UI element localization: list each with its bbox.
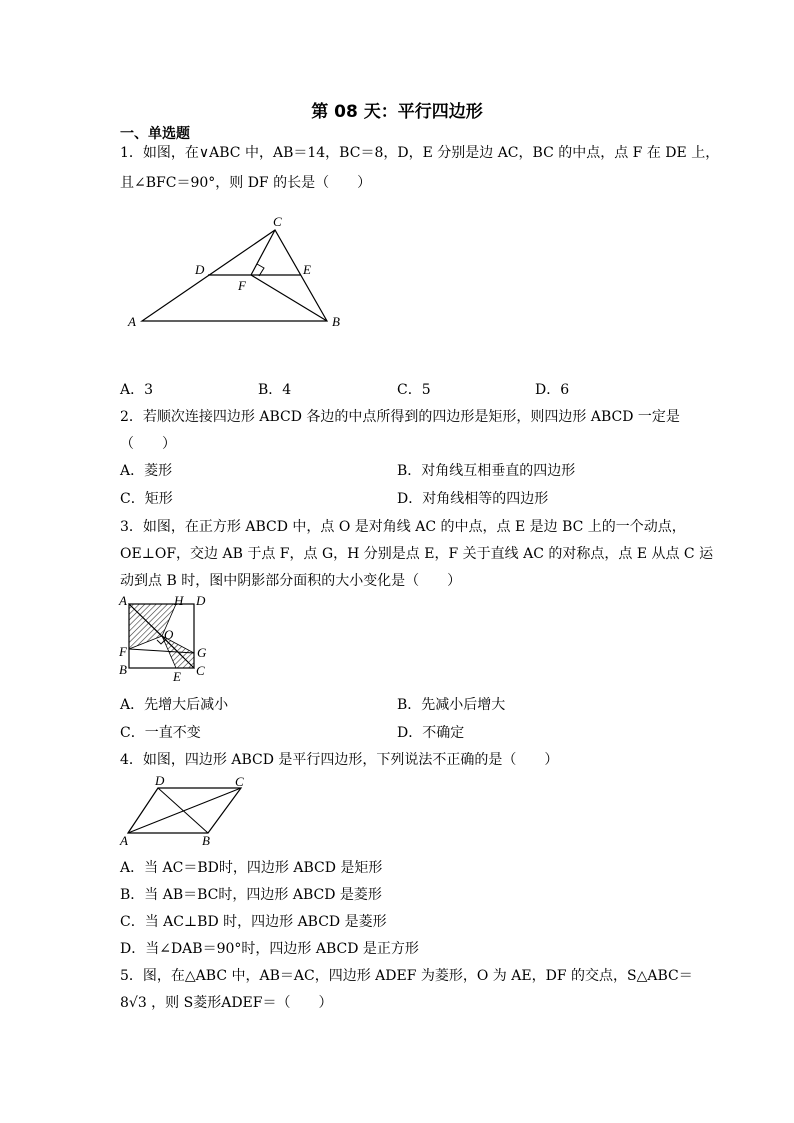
q3-option-c[interactable]: C．一直不变 — [120, 725, 201, 741]
q1-text-line2: 且∠BFC＝90°，则 DF 的长是（ ） — [120, 175, 372, 191]
q3-option-b[interactable]: B．先减小后增大 — [397, 697, 506, 713]
q1-option-c[interactable]: C．5 — [397, 382, 431, 398]
label-F: F — [238, 278, 246, 293]
q2-option-b[interactable]: B．对角线互相垂直的四边形 — [397, 463, 576, 479]
q1-option-b[interactable]: B．4 — [258, 382, 292, 398]
q2-option-d[interactable]: D．对角线相等的四边形 — [397, 491, 549, 507]
page-title: 第 08 天：平行四边形 — [311, 102, 483, 122]
q4-text-line1: 4．如图，四边形 ABCD 是平行四边形，下列说法不正确的是（ ） — [120, 752, 559, 768]
q3-text-line2: OE⊥OF，交边 AB 于点 F，点 G，H 分别是点 E，F 关于直线 AC 的对称点，点 E 从点 C 运 — [120, 546, 714, 562]
label-A: A — [128, 314, 136, 329]
q1-option-d[interactable]: D．6 — [535, 382, 570, 398]
label-E: E — [303, 262, 311, 277]
label-D: D — [196, 593, 206, 608]
label-C: C — [235, 774, 244, 789]
label-D: D — [195, 262, 205, 277]
q3-text-line1: 3．如图，在正方形 ABCD 中，点 O 是对角线 AC 的中点，点 E 是边 BC 上的一个动点， — [120, 519, 686, 535]
q2-text-line2: （ ） — [120, 436, 176, 452]
label-O: O — [164, 627, 174, 642]
q1-option-a[interactable]: A．3 — [120, 382, 154, 398]
label-D: D — [155, 773, 165, 788]
label-E: E — [173, 669, 181, 684]
label-A: A — [120, 833, 128, 848]
label-B: B — [119, 662, 127, 677]
q3-option-a[interactable]: A．先增大后减小 — [120, 697, 229, 713]
q4-option-c[interactable]: C．当 AC⊥BD 时，四边形 ABCD 是菱形 — [120, 914, 387, 930]
q4-parallelogram-figure — [116, 773, 251, 848]
q4-option-d[interactable]: D．当∠DAB＝90°时，四边形 ABCD 是正方形 — [120, 941, 419, 957]
label-H: H — [174, 593, 184, 608]
label-C: C — [273, 214, 282, 229]
label-B: B — [202, 833, 210, 848]
q2-text-line1: 2．若顺次连接四边形 ABCD 各边的中点所得到的四边形是矩形，则四边形 ABCD 一定是 — [120, 409, 680, 425]
q1-triangle-figure — [120, 210, 360, 335]
label-A: A — [119, 593, 127, 608]
q5-text-line2: 8√3 ，则 S菱形ADEF＝（ ） — [120, 995, 333, 1011]
label-G: G — [197, 645, 207, 660]
q1-text-line1: 1．如图，在∨ABC 中，AB＝14，BC＝8，D，E 分别是边 AC，BC 的中点，点 F 在 DE 上， — [120, 145, 720, 161]
q4-option-b[interactable]: B．当 AB＝BC时，四边形 ABCD 是菱形 — [120, 887, 382, 903]
q5-text-line1: 5．图，在△ABC 中，AB＝AC，四边形 ADEF 为菱形，O 为 AE，DF 的交点，S△ABC＝ — [120, 968, 693, 984]
q2-option-c[interactable]: C．矩形 — [120, 491, 173, 507]
q3-option-d[interactable]: D．不确定 — [397, 725, 465, 741]
q3-square-figure — [116, 593, 211, 685]
label-B: B — [332, 314, 340, 329]
q2-option-a[interactable]: A．菱形 — [120, 463, 173, 479]
q4-option-a[interactable]: A．当 AC＝BD时，四边形 ABCD 是矩形 — [120, 860, 383, 876]
q3-text-line3: 动到点 B 时，图中阴影部分面积的大小变化是（ ） — [120, 573, 462, 589]
label-C: C — [196, 663, 205, 678]
section-heading: 一、单选题 — [120, 126, 190, 142]
label-F: F — [119, 644, 127, 659]
